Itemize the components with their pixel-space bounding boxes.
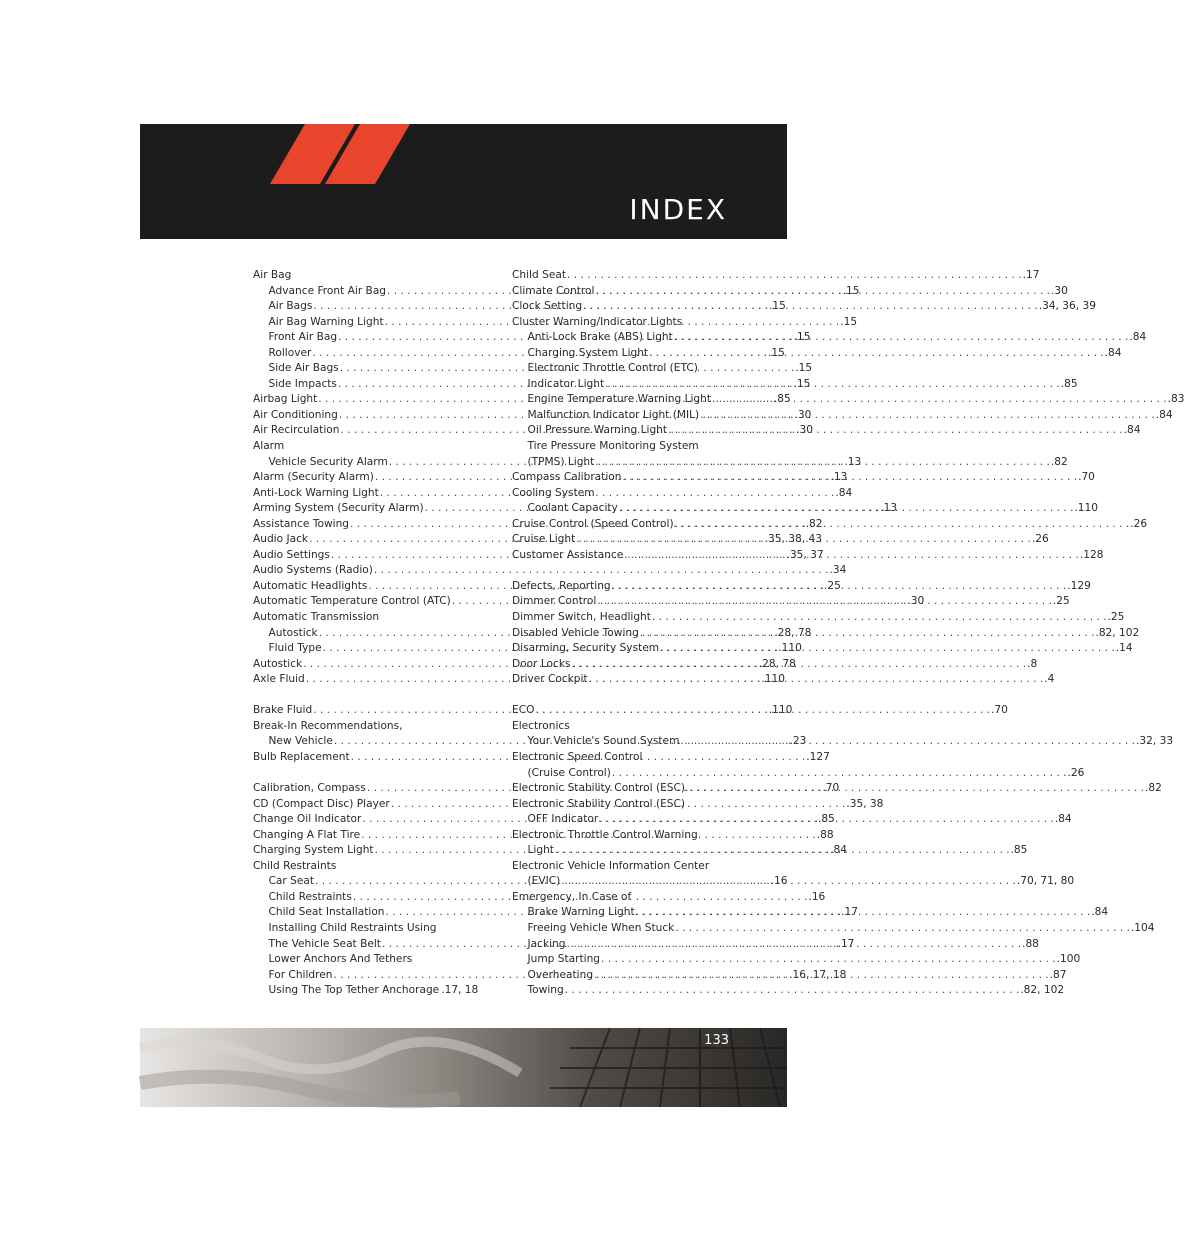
index-entry-page: .17, 18 xyxy=(441,984,479,997)
index-entry-text: Malfunction Indicator Light (MIL) xyxy=(527,408,700,421)
index-entry-text: Car Seat xyxy=(268,875,314,888)
index-entry-page: .26 xyxy=(1067,766,1085,779)
index-entry xyxy=(253,563,847,579)
leader-dots xyxy=(621,470,1078,486)
index-entry-page: .15 xyxy=(795,362,813,375)
index-entry-text: Side Impacts xyxy=(268,377,337,390)
index-entry xyxy=(253,843,848,859)
index-entry-page: .85 xyxy=(773,393,791,406)
leader-dots xyxy=(659,641,1116,657)
index-entry-page: .70 xyxy=(822,782,840,795)
index-entry-text: Electronic Speed Control xyxy=(512,750,643,763)
index-entry-text: Electronic Throttle Control (ETC) xyxy=(527,362,698,375)
index-entry xyxy=(253,921,470,937)
index-entry-page: .25 xyxy=(1052,595,1070,608)
index-entry-page: .70 xyxy=(991,704,1008,717)
index-entry-text: Audio Settings xyxy=(253,548,330,561)
page-number: 133 xyxy=(704,1033,729,1048)
index-entry xyxy=(253,952,470,968)
index-entry-page: .128 xyxy=(1079,548,1104,561)
index-entry-page: .28, 78 xyxy=(774,626,812,639)
index-entry-text: The Vehicle Seat Belt xyxy=(268,937,381,950)
index-entry-text: Automatic Headlights xyxy=(253,579,368,592)
index-entry-text: Airbag Light xyxy=(253,393,318,406)
index-entry-text: Rollover xyxy=(268,346,312,359)
index-entry-page: .15 xyxy=(769,300,786,313)
leader-dots xyxy=(699,408,1156,424)
index-entry xyxy=(512,890,730,906)
index-entry-text: Front Air Bag xyxy=(268,331,338,344)
index-entry-text: Air Bag Warning Light xyxy=(268,315,384,328)
index-entry xyxy=(253,983,479,999)
index-entry-text: Break-In Recommendations, xyxy=(253,719,403,732)
leader-dots xyxy=(534,703,991,719)
index-entry-page: .30 xyxy=(796,424,813,437)
index-entry-text: Coolant Capacity xyxy=(527,502,618,515)
index-entry-page: .85 xyxy=(1060,377,1078,390)
leader-dots xyxy=(688,781,1145,797)
index-entry-page: .82 xyxy=(1050,455,1068,468)
index-entry-text: Compass Calibration xyxy=(512,471,622,484)
index-entry-text: Towing xyxy=(527,984,564,997)
index-entry-page: .84 xyxy=(1155,408,1173,421)
leader-dots xyxy=(711,392,1168,408)
index-entry-text: Jump Starting xyxy=(527,953,601,966)
index-entry-text: Vehicle Security Alarm xyxy=(268,455,388,468)
index-entry-text: Assistance Towing xyxy=(253,517,350,530)
leader-dots xyxy=(566,268,1023,284)
index-entry-text: Overheating xyxy=(527,968,594,981)
index-entry-text: Audio Jack xyxy=(253,533,309,546)
index-entry-text: Disarming, Security System xyxy=(512,642,660,655)
index-entry-text: (TPMS) Light xyxy=(527,455,595,468)
index-entry-text: Emergency, In Case of xyxy=(512,890,632,903)
index-entry-page: .30 xyxy=(1051,284,1068,297)
leader-dots xyxy=(560,874,1017,890)
index-entry-text: Air Conditioning xyxy=(253,408,338,421)
index-entry-text: Arming System (Security Alarm) xyxy=(253,502,424,515)
index-entry-text: CD (Compact Disc) Player xyxy=(253,797,390,810)
index-entry-text: Defects, Reporting xyxy=(512,579,611,592)
index-entry-text: Audio Systems (Radio) xyxy=(253,564,373,577)
index-entry-page: .84 xyxy=(1054,813,1072,826)
index-entry-page: .4 xyxy=(1044,673,1055,686)
index-entry-page: .14 xyxy=(1115,642,1133,655)
leader-dots xyxy=(594,455,1051,471)
index-entry-page: .35, 38, 43 xyxy=(764,533,822,546)
index-entry-text: Change Oil Indicator xyxy=(253,813,362,826)
index-entry-page: .17 xyxy=(1022,269,1040,281)
index-entry-page: .15 xyxy=(793,377,811,390)
index-entry xyxy=(253,859,470,875)
index-entry-page: .8 xyxy=(1027,657,1038,670)
index-entry-text: Brake Fluid xyxy=(253,704,313,717)
index-entry-text: Alarm (Security Alarm) xyxy=(253,471,374,484)
index-entry-text: Light xyxy=(527,844,554,857)
leader-dots xyxy=(623,548,1080,564)
index-entry-page: .26 xyxy=(1031,533,1049,546)
index-entry-page: .85 xyxy=(1010,844,1028,857)
index-entry-text: Charging System Light xyxy=(253,844,374,857)
index-entry-text: Lower Anchors And Tethers xyxy=(268,953,413,966)
index-entry xyxy=(512,268,1040,284)
index-entry-page: .28, 78 xyxy=(758,657,796,670)
index-entry-text: New Vehicle xyxy=(268,735,333,748)
index-entry-page: .110 xyxy=(778,642,802,655)
index-entry-text: Tire Pressure Monitoring System xyxy=(527,440,699,453)
index-entry-page: .110 xyxy=(761,673,785,686)
index-entry-text: Cruise Control (Speed Control) xyxy=(512,517,674,530)
index-entry-text: Automatic Temperature Control (ATC) xyxy=(253,595,451,608)
index-entry-text: (EVIC) xyxy=(527,875,561,888)
index-entry-page: .84 xyxy=(1091,906,1109,919)
leader-dots xyxy=(600,952,1057,968)
index-entry-page: .26 xyxy=(1130,517,1148,530)
leader-dots xyxy=(593,968,1050,984)
index-entry-text: Axle Fluid xyxy=(253,673,305,686)
index-entry xyxy=(512,361,730,377)
header-banner xyxy=(140,124,787,239)
index-entry-page: .13 xyxy=(844,455,862,468)
index-entry-text: Installing Child Restraints Using xyxy=(268,921,437,934)
leader-dots xyxy=(575,532,1032,548)
footer-photo-texture xyxy=(140,1028,787,1107)
index-entry-page: .15 xyxy=(840,315,858,328)
index-entry-page: .82 xyxy=(1145,782,1162,795)
index-entry-text: OFF Indicator xyxy=(527,813,599,826)
index-entry-page: .16 xyxy=(808,890,826,903)
index-entry-text: Cruise Light xyxy=(512,533,576,546)
index-entry xyxy=(512,983,1065,999)
page-title: INDEX xyxy=(629,193,727,226)
index-entry-page: .16, 17, 18 xyxy=(789,968,847,981)
index-entry-page: .84 xyxy=(1123,424,1141,437)
index-entry-page: .82, 102 xyxy=(1095,626,1140,639)
footer-banner xyxy=(140,1028,787,1107)
index-entry-text: Electronic Stability Control (ESC). xyxy=(512,782,689,795)
leader-dots xyxy=(571,657,1028,673)
leader-dots xyxy=(635,905,1092,921)
leader-dots xyxy=(582,299,1039,315)
index-entry-page: .16 xyxy=(770,875,788,888)
index-entry-text: (Cruise Control) xyxy=(527,766,611,779)
index-entry xyxy=(512,734,1174,750)
index-entry-text: Electronic Throttle Control Warning xyxy=(512,828,698,841)
index-entry-text: Air Recirculation xyxy=(253,424,340,437)
leader-dots xyxy=(596,594,1053,610)
index-entry-text: Autostick xyxy=(253,657,303,670)
brand-stripes-logo xyxy=(270,124,420,184)
index-entry-text: Dimmer Control xyxy=(512,595,597,608)
index-entry-text: Alarm xyxy=(253,440,285,453)
index-entry-text: Anti-Lock Brake (ABS) Light xyxy=(527,331,673,344)
leader-dots xyxy=(673,330,1130,346)
index-entry-page: .88 xyxy=(816,828,834,841)
index-entry-page: .13 xyxy=(880,502,898,515)
index-entry-page: .100 xyxy=(1056,953,1081,966)
index-entry xyxy=(253,439,470,455)
index-entry-page: .104 xyxy=(1130,921,1155,934)
index-entry-text: Bulb Replacement xyxy=(253,750,350,763)
index-entry-text: Air Bags xyxy=(268,300,313,313)
index-entry xyxy=(512,610,1125,626)
index-entry-text: Engine Temperature Warning Light xyxy=(527,393,712,406)
index-entry xyxy=(253,610,470,626)
index-entry-page: .82, 102 xyxy=(1020,984,1065,997)
index-entry-text: Cooling System xyxy=(512,486,595,499)
index-entry-page: .129 xyxy=(1067,579,1091,592)
index-entry-page: .85 xyxy=(817,813,835,826)
index-entry-text: Disabled Vehicle Towing xyxy=(512,626,639,639)
index-entry-page: .84 xyxy=(1129,331,1147,344)
index-entry-page: .110 xyxy=(768,704,793,717)
index-entry-text: Electronics xyxy=(512,719,570,732)
index-entry-text: Driver Cockpit xyxy=(512,673,588,686)
index-entry-page: .84 xyxy=(830,844,848,857)
index-entry-text: Indicator Light xyxy=(527,377,605,390)
index-entry-page: .87 xyxy=(1049,968,1067,981)
index-entry xyxy=(512,315,730,331)
leader-dots xyxy=(674,921,1131,937)
index-entry-text: Side Air Bags xyxy=(268,362,339,375)
leader-dots xyxy=(651,610,1108,626)
index-entry-text: Child Restraints xyxy=(253,859,337,872)
index-entry-text: Your Vehicle's Sound System xyxy=(527,735,680,748)
index-entry-text: Clock Setting xyxy=(512,300,583,313)
index-entry-page: .70, 71, 80 xyxy=(1016,875,1075,888)
index-entry-page: .30 xyxy=(794,408,812,421)
index-entry xyxy=(253,719,470,735)
index-entry-page: .17 xyxy=(837,937,855,950)
leader-dots xyxy=(565,937,1022,953)
leader-dots xyxy=(588,672,1045,688)
index-entry-text: Child Restraints xyxy=(268,890,352,903)
index-entry xyxy=(512,952,1081,968)
index-entry-page: .15 xyxy=(793,331,811,344)
index-entry-text: Dimmer Switch, Headlight xyxy=(512,611,651,624)
index-entry-page: .15 xyxy=(842,284,860,297)
index-entry-text: Advance Front Air Bag xyxy=(268,284,387,297)
index-entry xyxy=(512,719,730,735)
index-entry-text: Calibration, Compass xyxy=(253,782,366,795)
leader-dots xyxy=(667,423,1124,439)
index-entry xyxy=(512,797,730,813)
index-entry-page: .25 xyxy=(824,579,841,592)
index-entry-page: .30 xyxy=(907,595,925,608)
leader-dots xyxy=(604,377,1061,393)
index-entry xyxy=(512,921,1155,937)
index-entry-text: For Children xyxy=(268,968,333,981)
index-entry-text: Electronic Vehicle Information Center xyxy=(512,859,710,872)
leader-dots xyxy=(564,983,1021,999)
index-entry-page: .23 xyxy=(789,735,807,748)
index-entry-page: .70 xyxy=(1078,471,1095,484)
leader-dots xyxy=(611,579,1068,595)
index-entry-text: Jacking xyxy=(527,937,566,950)
index-entry-page: .127 xyxy=(806,750,830,763)
index-entry xyxy=(512,859,730,875)
index-entry-page: .17 xyxy=(841,906,858,919)
leader-dots xyxy=(648,346,1105,362)
index-entry-page: .25 xyxy=(1107,611,1125,624)
index-entry-page: .13 xyxy=(830,471,848,484)
index-entry-text: Child Seat xyxy=(512,269,566,281)
index-entry-page: .32, 33 xyxy=(1136,735,1174,748)
leader-dots xyxy=(674,517,1131,533)
leader-dots xyxy=(554,843,1011,859)
index-entry-text: Using The Top Tether Anchorage xyxy=(268,984,440,997)
leader-dots xyxy=(639,626,1096,642)
leader-dots xyxy=(611,766,1068,782)
index-entry-page: .35, 37 xyxy=(786,548,824,561)
index-entry-text: Charging System Light xyxy=(527,346,649,359)
index-entry-page: .84 xyxy=(1104,346,1122,359)
index-entry-text: Anti-Lock Warning Light xyxy=(253,486,379,499)
index-entry-text: Electronic Stability Control (ESC) xyxy=(512,797,686,810)
index-entry-page: .34, 36, 39 xyxy=(1038,300,1096,313)
index-entry-text: Oil Pressure Warning Light xyxy=(527,424,668,437)
leader-dots xyxy=(594,284,1051,300)
index-entry-text: Child Seat Installation xyxy=(268,906,385,919)
index-entry-text: Climate Control xyxy=(512,284,595,297)
index-entry-page: .88 xyxy=(1022,937,1039,950)
leader-dots xyxy=(618,501,1075,517)
index-entry xyxy=(253,268,470,284)
index-entry xyxy=(512,828,730,844)
index-entry-text: Door Locks xyxy=(512,657,571,670)
index-entry-text: Brake Warning Light xyxy=(527,906,635,919)
index-entry xyxy=(512,750,730,766)
index-entry-page: .35, 38 xyxy=(846,797,884,810)
leader-dots xyxy=(598,812,1055,828)
index-entry-page: .82 xyxy=(805,517,823,530)
index-entry-text: Customer Assistance xyxy=(512,548,624,561)
index-entry-page: .83 xyxy=(1167,393,1184,406)
index-entry-text: Air Bag xyxy=(253,269,292,281)
leader-dots xyxy=(679,734,1136,750)
index-entry-text: Freeing Vehicle When Stuck xyxy=(527,921,675,934)
index-entry-page: .34 xyxy=(829,564,847,577)
index-entry xyxy=(512,486,730,502)
index-entry xyxy=(512,439,730,455)
index-entry-page: .110 xyxy=(1074,502,1099,515)
index-entry-page: .15 xyxy=(768,346,785,359)
index-entry-text: ECO xyxy=(512,704,535,717)
index-entry xyxy=(512,766,1085,782)
index-entry-text: Changing A Flat Tire xyxy=(253,828,361,841)
index-entry-page: .84 xyxy=(835,486,853,499)
index-entry-text: Autostick xyxy=(268,626,318,639)
index-entry-text: Fluid Type xyxy=(268,642,322,655)
index-entry-text: Cluster Warning/Indicator Lights xyxy=(512,315,683,328)
index-entry-text: Automatic Transmission xyxy=(253,611,380,624)
